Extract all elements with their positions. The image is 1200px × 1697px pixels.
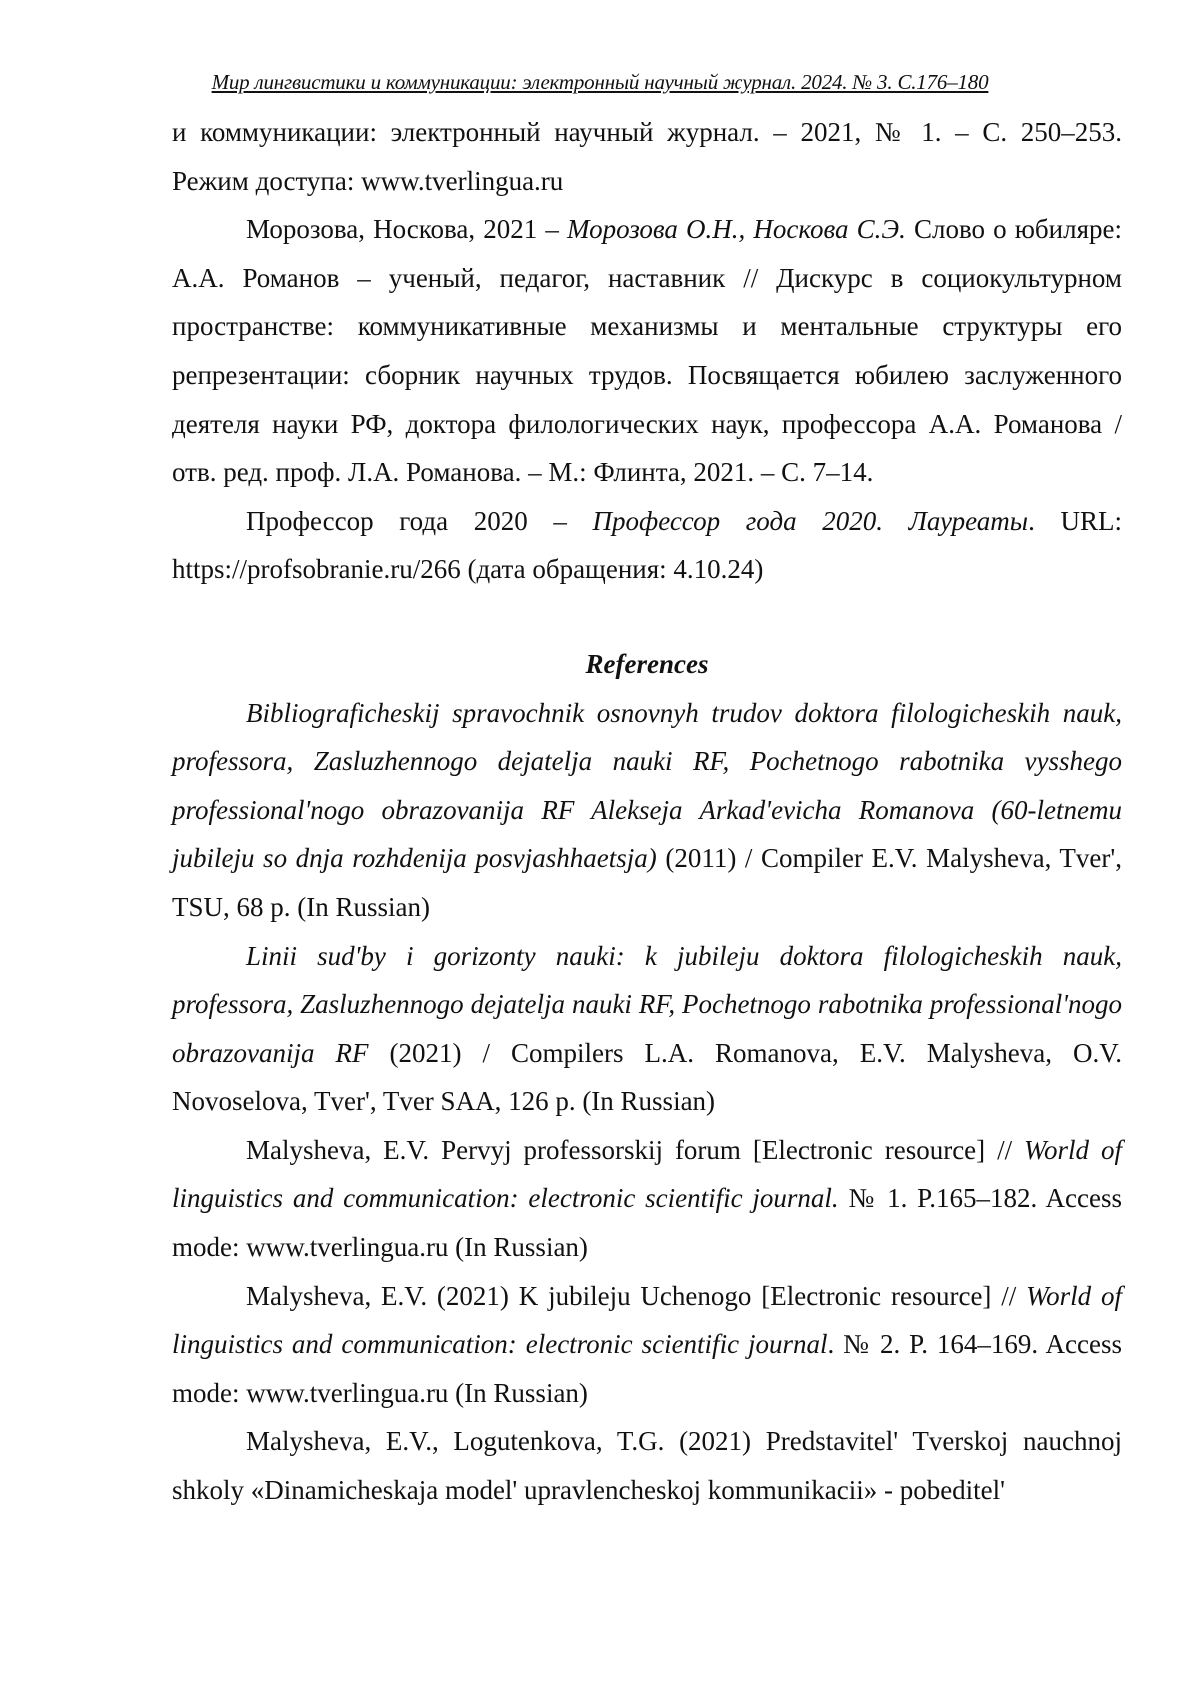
reference-rest: № 1. P.165–182. Access mode: www.tverlingua.ru (In Russian): [172, 1183, 1122, 1263]
entry-title: Профессор года 2020. Лауреаты: [592, 505, 1029, 536]
reference-journal: World of linguistics and communication: electronic scientific journal: [172, 1280, 1122, 1360]
reference-journal: World of linguistics and communication: electronic scientific journal.: [172, 1134, 1122, 1214]
references-heading: References: [585, 648, 709, 679]
reference-lead: Malysheva, E.V. (2021) K jubileju Uchenogo [Electronic resource] //: [246, 1280, 1027, 1311]
reference-title: Bibliograficheskij spravochnik osnovnyh trudov doktora filologicheskih nauk, professora, Zasluzhennogo dejatelja nauki RF, Pochetnogo rabotnika vysshego professional'nogo obrazovanija RF Alekseja Arkad'evicha Romanova (60-letnemu jubileju so dnja rozhdenija posvjashhaetsja): [172, 697, 1122, 874]
reference-rest: (2011) / Compiler E.V. Malysheva, Tver', TSU, 68 p. (In Russian): [172, 843, 1123, 922]
reference-item: Malysheva, E.V., Logutenkova, T.G. (2021) Predstavitel' Tverskoj nauchnoj shkoly «Dinamicheskaja model' upravlencheskoj kommunikacii» - pobeditel': [172, 1426, 1122, 1506]
entry-lead: Морозова, Носкова, 2021 –: [246, 214, 567, 245]
entry-rest: . URL: https://profsobranie.ru/266 (дата обращения: 4.10.24): [172, 505, 1122, 585]
reference-item: [172, 1272, 1122, 1418]
reference-item: [172, 932, 1122, 1126]
reference-title: Linii sud'by i gorizonty nauki: k jubileju doktora filologicheskih nauk, professora, Zasluzhennogo dejatelja nauki RF, Pochetnogo rabotnika professional'nogo obrazovanija RF: [172, 940, 1122, 1068]
reference-rest: (2021) / Compilers L.A. Romanova, E.V. Malysheva, O.V. Novoselova, Tver', Tver SAA, 126 p. (In Russian): [172, 1037, 1122, 1117]
reference-item: [172, 689, 1122, 932]
running-header: Мир лингвистики и коммуникации: электронный научный журнал. 2024. № 3. С.176–180: [211, 70, 989, 94]
bibliography-entry-professor: [172, 497, 1122, 594]
entry-rest: Слово о юбиляре: А.А. Романов – ученый, педагог, наставник // Дискурс в социокультурном пространстве: коммуникативные механизмы и ментальные структуры его репрезентации: сборник научных трудов. Посвящается юбилею заслуженного деятеля науки РФ, доктора филологических наук, профессора А.А. Романова / отв. ред. проф. Л.А. Романова. – М.: Флинта, 2021. – С. 7–14.: [172, 214, 1122, 488]
entry-authors: Морозова О.Н., Носкова С.Э.: [566, 214, 906, 245]
reference-item: [172, 1126, 1122, 1272]
reference-rest: . № 2. P. 164–169. Access mode: www.tverlingua.ru (In Russian): [172, 1329, 1122, 1408]
reference-lead: Malysheva, E.V. Pervyj professorskij forum [Electronic resource] //: [246, 1134, 1025, 1165]
bibliography-entry-morozova: [172, 205, 1122, 497]
entry-lead: Профессор года 2020 –: [246, 505, 593, 536]
page-body: [172, 108, 1122, 1515]
bibliography-continuation: и коммуникации: электронный научный журнал. – 2021, № 1. – С. 250–253. Режим доступа: www.tverlingua.ru: [172, 117, 1122, 196]
